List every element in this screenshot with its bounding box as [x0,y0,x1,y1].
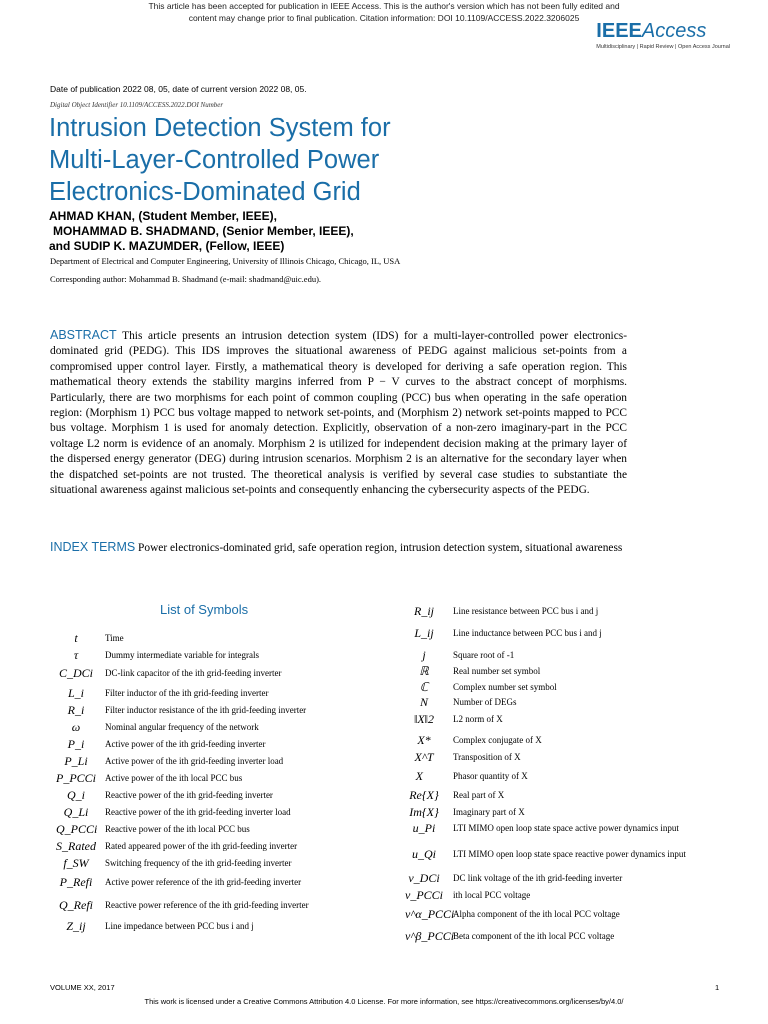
symbol-left-10: Q_Li [63,805,89,819]
symbol-description-right-9: Phasor quantity of X [453,771,528,781]
symbol-right-16: v^α_PCCi [405,907,455,921]
symbol-left-16: Z_ij [66,919,86,933]
author-line-3: and SUDIP K. MAZUMDER, (Fellow, IEEE) [49,239,285,253]
symbol-right-14: v_DCi [408,871,440,885]
symbol-description-left-6: Active power of the ith grid-feeding inverter [105,739,266,749]
affiliation: Department of Electrical and Computer Engineering, University of Illinois Chicago, Chicago, IL, USA [50,256,401,266]
corresponding-author: Corresponding author: Mohammad B. Shadmand (e-mail: shadmand@uic.edu). [50,274,322,284]
symbol-right-7: X* [417,733,431,747]
index-terms [50,540,627,556]
symbol-left-2: C_DCi [58,666,93,680]
symbol-left-4: R_i [67,703,85,717]
symbol-description-right-10: Real part of X [453,790,505,800]
author-line-1: AHMAD KHAN, (Student Member, IEEE), [49,209,278,223]
symbol-left-14: P_Refi [59,875,93,889]
symbol-left-6: P_i [67,737,85,751]
index-terms-text: Power electronics-dominated grid, safe operation region, intrusion detection system, situational awareness [135,542,623,554]
symbol-description-right-5: Number of DEGs [453,697,517,707]
symbol-right-15: v_PCCi [405,888,443,902]
footer-volume: VOLUME XX, 2017 [50,983,115,992]
symbol-description-left-3: Filter inductor of the ith grid-feeding inverter [105,688,269,698]
footer-page-number: 1 [715,983,720,992]
symbol-right-17: v^β_PCCi [405,929,455,943]
symbol-description-left-14: Active power reference of the ith grid-feeding inverter [105,877,302,887]
symbol-description-left-12: Rated appeared power of the ith grid-feeding inverter [105,841,298,851]
symbol-description-right-11: Imaginary part of X [453,807,525,817]
symbol-left-15: Q_Refi [59,898,93,912]
symbol-right-12: u_Pi [412,821,436,835]
publication-notice-line2: content may change prior to final publication. Citation information: DOI 10.1109/ACCESS.2022.3206025 [188,13,580,23]
symbol-description-right-15: ith local PCC voltage [453,890,531,900]
symbol-description-right-7: Complex conjugate of X [453,735,542,745]
symbol-right-3: ℝ [419,664,429,678]
symbol-description-right-6: L2 norm of X [453,714,503,724]
symbol-description-right-4: Complex number set symbol [453,682,557,692]
symbol-right-2: j [422,648,426,662]
symbol-left-9: Q_i [67,788,85,802]
symbol-description-left-10: Reactive power of the ith grid-feeding inverter load [105,807,291,817]
symbol-description-left-1: Dummy intermediate variable for integrals [105,650,259,660]
symbol-right-8: X^T [414,750,434,764]
symbol-description-right-3: Real number set symbol [453,666,541,676]
symbol-description-right-12: LTI MIMO open loop state space active power dynamics input [453,823,679,833]
paper-title [49,112,569,208]
title-line-2: Multi-Layer-Controlled Power [49,146,380,174]
symbol-left-12: S_Rated [56,839,96,853]
authors [49,209,354,254]
abstract-label: ABSTRACT [50,328,117,342]
symbol-right-9: X⃗ [415,769,433,783]
abstract [50,328,627,498]
symbol-description-right-2: Square root of -1 [453,650,515,660]
list-of-symbols-title: List of Symbols [160,602,249,617]
logo-access-text: Access [641,20,707,42]
symbol-left-13: f_SW [63,856,89,870]
symbol-description-left-5: Nominal angular frequency of the network [105,722,259,732]
logo-tagline: Multidisciplinary | Rapid Review | Open Access Journal [596,44,730,50]
symbol-description-right-1: Line inductance between PCC bus i and j [453,628,602,638]
symbol-description-right-13: LTI MIMO open loop state space reactive power dynamics input [453,849,686,859]
symbol-description-left-4: Filter inductor resistance of the ith grid-feeding inverter [105,705,307,715]
symbol-right-10: Re{X} [409,788,439,802]
author-line-2: MOHAMMAD B. SHADMAND, (Senior Member, IEEE), [53,224,354,238]
symbol-description-right-8: Transposition of X [453,752,521,762]
symbol-description-left-9: Reactive power of the ith grid-feeding inverter [105,790,273,800]
footer-license: This work is licensed under a Creative Commons Attribution 4.0 License. For more information, see https://creativecommons.org/licenses/by/4.0/ [144,997,624,1006]
symbol-description-left-8: Active power of the ith local PCC bus [105,773,243,783]
symbol-description-left-11: Reactive power of the ith local PCC bus [105,824,250,834]
symbol-right-6: ‖X‖2 [413,712,435,726]
symbol-description-right-0: Line resistance between PCC bus i and j [453,606,599,616]
symbol-description-right-17: Beta component of the ith local PCC voltage [453,931,615,941]
title-line-3: Electronics-Dominated Grid [49,178,361,206]
ieee-access-logo [596,20,730,50]
symbol-description-left-7: Active power of the ith grid-feeding inverter load [105,756,284,766]
symbol-description-left-13: Switching frequency of the ith grid-feeding inverter [105,858,292,868]
publication-notice-line1: This article has been accepted for publication in IEEE Access. This is the author's version which has not been fully edited and [148,1,620,11]
symbol-description-right-16: Alpha component of the ith local PCC voltage [453,909,620,919]
symbol-right-11: Im{X} [409,805,439,819]
symbol-description-left-2: DC-link capacitor of the ith grid-feeding inverter [105,668,282,678]
symbol-left-11: Q_PCCi [56,822,98,836]
symbol-right-4: ℂ [419,680,429,694]
symbol-description-left-16: Line impedance between PCC bus i and j [105,921,254,931]
symbol-description-left-0: Time [105,633,124,643]
symbol-right-5: N [419,695,428,709]
doi-line: Digital Object Identifier 10.1109/ACCESS.2022.DOI Number [50,101,224,109]
abstract-text: This article presents an intrusion detection system (IDS) for a multi-layer-controlled power electronics-dominated grid (PEDG). This IDS improves the situational awareness of PEDG against malicious set-points from a compromised upper control layer. Firstly, a mathematical theory is developed for deriving a safe operation region. This mathematical theory extends the stability margins inferred from P − V curves to the abstract concept of morphisms. Particularly, there are two morphisms for each point of common coupling (PCC) bus when operating in the safe operation region: (Morphism 1) PCC bus voltage mapped to network set-points, and (Morphism 2) network set-points mapped to PCC bus voltage. Morphism 1 is used for anomaly detection. Explicitly, observation of a non-zero imaginary-part in the PCC voltage L2 norm is evidence of an anomaly. Morphism 2 is utilized for independent decision making at the primary layer of the dispersed energy generator (DEG) during intrusion scenarios. Morphism 2 is an alternative for the secondary layer when the dispatched set-points are not trusted. The theoretical analysis is verified by several case studies to substantiate the situational awareness against malicious set-points and consequently enhancing the cybersecurity aspects of the PEDG. [50,330,627,497]
symbol-left-3: L_i [67,686,84,700]
symbol-right-1: L_ij [414,626,434,640]
symbol-right-0: R_ij [414,604,434,618]
symbol-right-13: u_Qi [412,847,436,861]
symbol-left-1: τ [73,648,79,662]
title-line-1: Intrusion Detection System for [49,114,391,142]
symbol-left-0: t [74,631,78,645]
logo-ieee-text: IEEE [596,20,642,42]
symbol-description-left-15: Reactive power reference of the ith grid-feeding inverter [105,900,309,910]
index-terms-label: INDEX TERMS [50,540,136,554]
symbol-left-8: P_PCCi [56,771,97,785]
symbol-left-7: P_Li [64,754,88,768]
symbol-left-5: ω [71,720,81,734]
symbol-description-right-14: DC link voltage of the ith grid-feeding inverter [453,873,623,883]
publication-date: Date of publication 2022 08, 05, date of current version 2022 08, 05. [50,84,307,94]
